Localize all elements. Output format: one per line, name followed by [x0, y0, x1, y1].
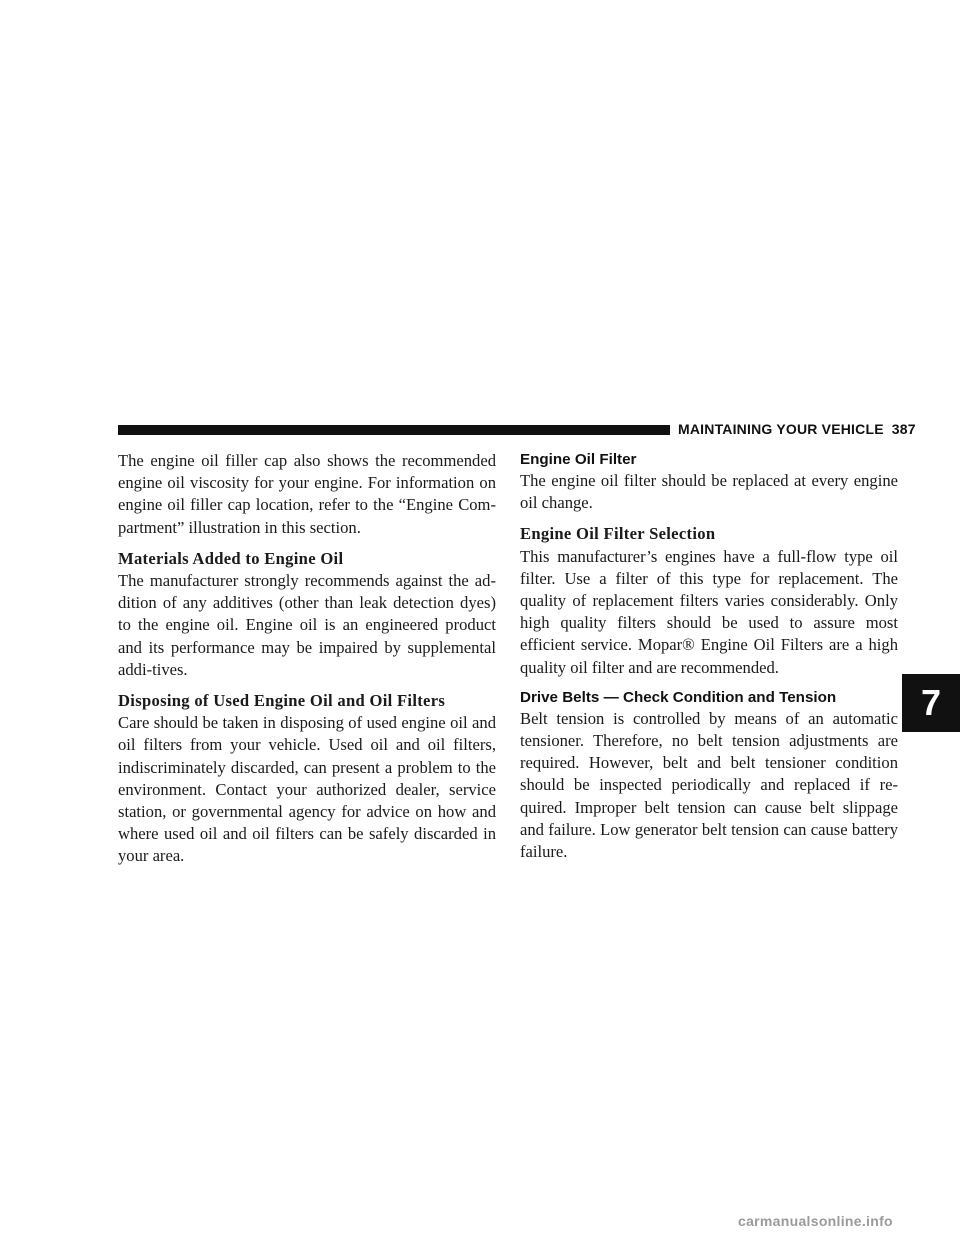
- intro-paragraph: The engine oil filler cap also shows the recommended engine oil viscosity for your engine. For information on engine oil filler cap location, refer to the “Engine Com-partment” illustration in this section.: [118, 451, 496, 537]
- materials-paragraph: The manufacturer strongly recommends against the ad-dition of any additives (other than leak detection dyes) to the engine oil. Engine oil is an engineered product and its performance may be impaired by supplemental addi-tives.: [118, 571, 496, 679]
- running-header: [678, 421, 916, 437]
- selection-paragraph: This manufacturer’s engines have a full-flow type oil filter. Use a filter of this type for replacement. The quality of replacement filters varies considerably. Only high quality filters should be used to assure most efficient service. Mopar® Engine Oil Filters are a high quality oil filter and are recommended.: [520, 546, 898, 677]
- materials-heading: Materials Added to Engine Oil: [118, 548, 344, 568]
- section-title: MAINTAINING YOUR VEHICLE: [678, 421, 884, 437]
- chapter-tab: 7: [902, 674, 960, 732]
- filter-paragraph: The engine oil filter should be replaced at every engine oil change.: [520, 471, 898, 513]
- page-number: 387: [891, 421, 916, 437]
- right-column: [520, 450, 898, 872]
- header-rule: [118, 425, 670, 435]
- disposing-paragraph: Care should be taken in disposing of used engine oil and oil filters from your vehicle. Used oil and oil filters, indiscriminately discarded, can present a problem to the environment. Contact your authorized dealer, service station, or governmental agency for advice on how and where used oil and oil filters can be safely discarded in your area.: [118, 713, 496, 866]
- left-column: [118, 450, 496, 877]
- selection-heading: Engine Oil Filter Selection: [520, 524, 716, 544]
- belts-heading: Drive Belts — Check Condition and Tension: [520, 688, 837, 706]
- watermark: carmanualsonline.info: [738, 1213, 893, 1229]
- disposing-heading: Disposing of Used Engine Oil and Oil Filters: [118, 691, 446, 711]
- filter-heading: Engine Oil Filter: [520, 451, 637, 468]
- belts-paragraph: Belt tension is controlled by means of an automatic tensioner. Therefore, no belt tension adjustments are required. However, belt and belt tensioner condition should be inspected periodically and replaced if re-quired. Improper belt tension can cause belt slippage and failure. Low generator belt tension can cause battery failure.: [520, 708, 898, 862]
